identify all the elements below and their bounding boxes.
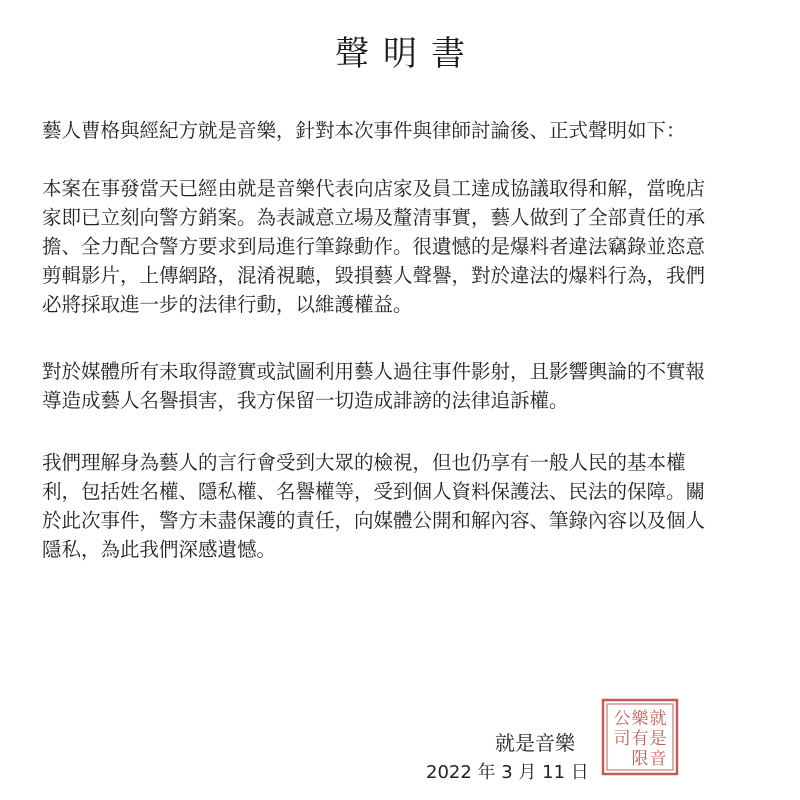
seal-glyph: 公	[613, 709, 631, 729]
paragraph-line: 於此次事件，警方未盡保護的責任，向媒體公開和解內容、筆錄內容以及個人	[42, 509, 706, 532]
seal-glyph: 音	[649, 749, 667, 769]
paragraph-line: 必將採取進一步的法律行動，以維護權益。	[42, 293, 413, 316]
seal-glyph: 有	[631, 729, 649, 749]
paragraph-line: 本案在事發當天已經由就是音樂代表向店家及員工達成協議取得和解，當晚店	[42, 177, 706, 200]
paragraph-line: 導造成藝人名譽損害，我方保留一切造成誹謗的法律追訴權。	[42, 389, 569, 412]
paragraph-line: 剪輯影片，上傳網路，混淆視聽，毀損藝人聲譽，對於違法的爆料行為，我們	[42, 264, 706, 287]
paragraph-2	[42, 357, 762, 415]
seal-glyph: 限	[631, 749, 649, 769]
paragraph-line: 對於媒體所有未取得證實或試圖利用藝人過往事件影射，且影響輿論的不實報	[42, 360, 706, 383]
paragraph-line: 利，包括姓名權、隱私權、名譽權等，受到個人資料保護法、民法的保障。關	[42, 480, 706, 503]
document-title: 聲明書	[335, 34, 479, 74]
seal-glyph: 樂	[631, 709, 649, 729]
paragraph-3	[42, 448, 762, 564]
paragraph-line: 家即已立刻向警方銷案。為表誠意立場及釐清事實，藝人做到了全部責任的承	[42, 206, 706, 229]
signature-org: 就是音樂	[495, 731, 575, 755]
paragraph-line: 隱私，為此我們深感遺憾。	[42, 538, 277, 561]
paragraph-line: 擔、全力配合警方要求到局進行筆錄動作。很遺憾的是爆料者違法竊錄並恣意	[42, 235, 706, 258]
intro-line: 藝人曹格與經紀方就是音樂，針對本次事件與律師討論後、正式聲明如下：	[42, 119, 686, 142]
seal-glyph: 就	[649, 709, 667, 729]
paragraph-line: 我們理解身為藝人的言行會受到大眾的檢視，但也仍享有一般人民的基本權	[42, 451, 686, 474]
seal-glyph: 是	[649, 729, 667, 749]
signature-date: 2022 年 3 月 11 日	[426, 762, 589, 783]
paragraph-1	[42, 174, 762, 319]
seal-glyph: 司	[613, 729, 631, 749]
company-seal-icon	[600, 697, 680, 777]
